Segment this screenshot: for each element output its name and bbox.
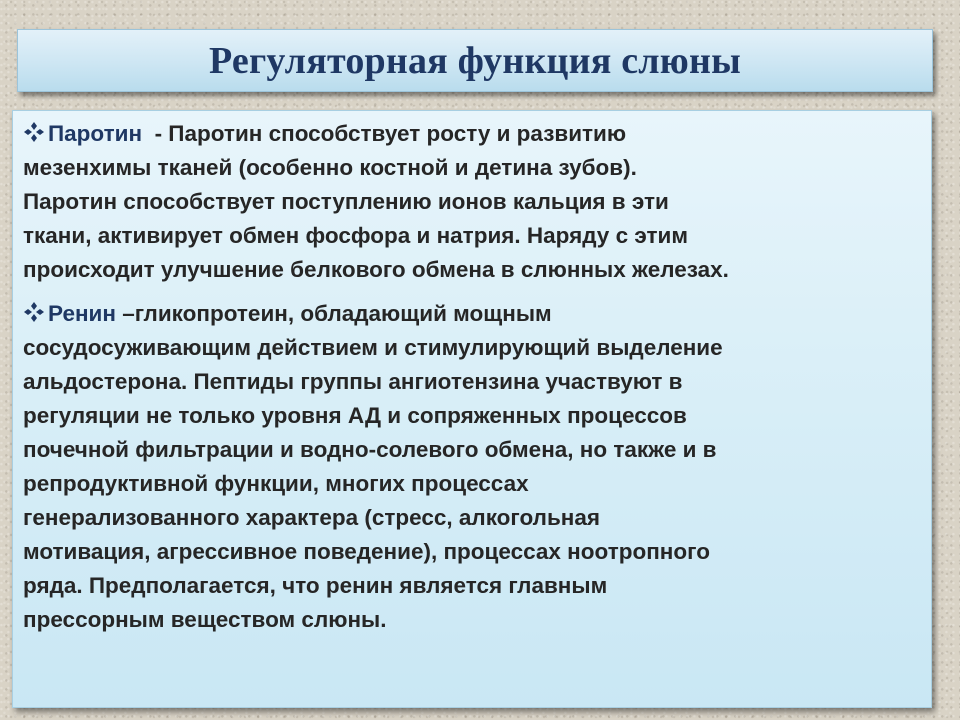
text-line: ряда. Предполагается, что ренин является главным <box>23 573 608 598</box>
text-line: Паротин способствует поступлению ионов кальция в эти <box>23 189 669 214</box>
slide-title: Регуляторная функция слюны <box>209 39 741 82</box>
text-line: почечной фильтрации и водно-солевого обмена, но также и в <box>23 437 717 462</box>
text-line: - Паротин способствует росту и развитию <box>142 121 627 146</box>
title-box <box>17 29 933 92</box>
text-line: –гликопротеин, обладающий мощным <box>115 301 552 326</box>
text-line: мотивация, агрессивное поведение), процессах ноотропного <box>23 539 710 564</box>
text-line: ткани, активирует обмен фосфора и натрия. Наряду с этим <box>23 223 688 248</box>
paragraph-first-line <box>23 117 921 151</box>
text-line: происходит улучшение белкового обмена в слюнных железах. <box>23 257 729 282</box>
text-line: мезенхимы тканей (особенно костной и детина зубов). <box>23 155 637 180</box>
text-line: сосудосуживающим действием и стимулирующий выделение <box>23 335 723 360</box>
term-parotin: Паротин <box>48 121 143 146</box>
text-line: альдостерона. Пептиды группы ангиотензина участвуют в <box>23 369 683 394</box>
paragraph-renin <box>23 297 921 637</box>
diamond-bullet-icon <box>23 301 45 323</box>
text-line: генерализованного характера (стресс, алкогольная <box>23 505 601 530</box>
paragraph-parotin <box>23 117 921 287</box>
content-box <box>12 110 932 708</box>
text-line: репродуктивной функции, многих процессах <box>23 471 529 496</box>
term-renin: Ренин <box>48 301 116 326</box>
paragraph-first-line <box>23 297 921 331</box>
text-line: регуляции не только уровня АД и сопряженных процессов <box>23 403 687 428</box>
text-line: прессорным веществом слюны. <box>23 607 387 632</box>
diamond-bullet-icon <box>23 121 45 143</box>
